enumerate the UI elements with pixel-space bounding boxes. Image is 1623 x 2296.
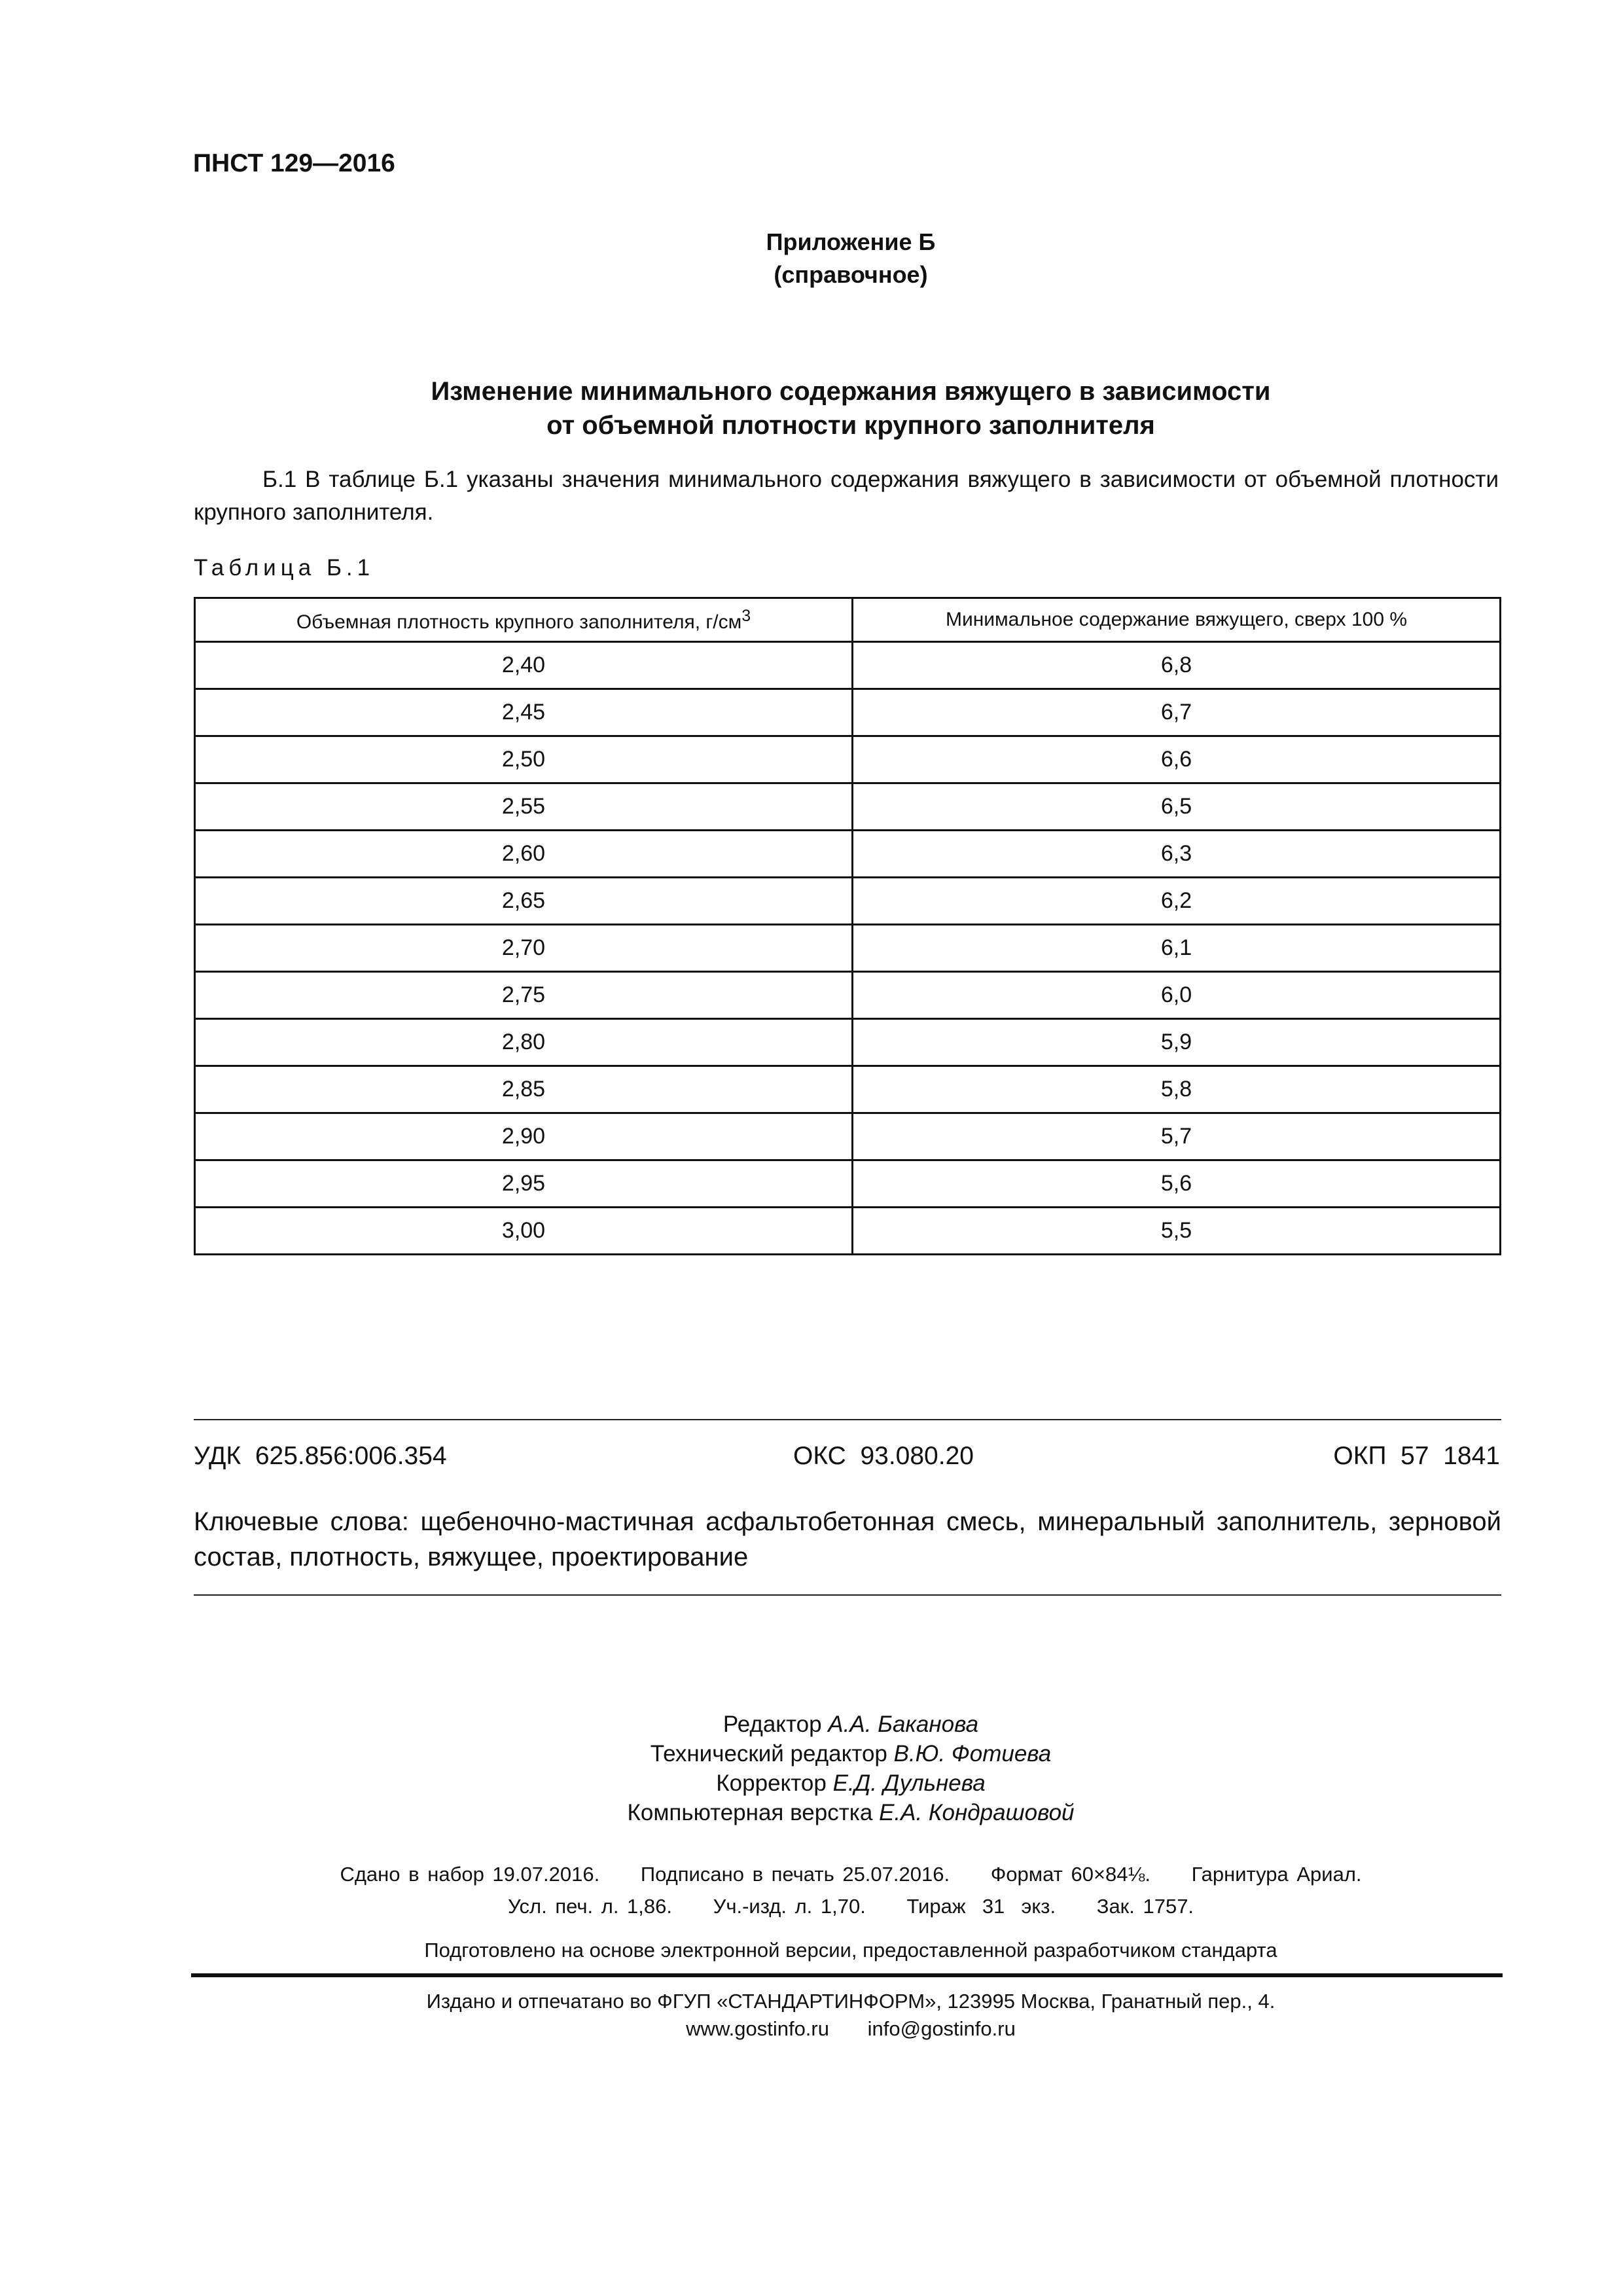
table-row xyxy=(195,642,1501,689)
table-row xyxy=(195,831,1501,878)
section-title-line1: Изменение минимального содержания вяжущего в зависимости xyxy=(431,377,1271,406)
publisher-contacts xyxy=(262,2017,1440,2041)
publisher-info: Издано и отпечатано во ФГУП «СТАНДАРТИНФОРМ», 123995 Москва, Гранатный пер., 4. xyxy=(426,1990,1275,2013)
document-id: ПНСТ 129—2016 xyxy=(193,149,395,177)
binder-cell: 6,3 xyxy=(853,831,1501,878)
imprint-line2 xyxy=(262,1895,1440,1918)
table-caption: Таблица Б.1 xyxy=(194,555,375,581)
column-header-density xyxy=(195,598,853,642)
table-row xyxy=(195,1208,1501,1255)
credit-name: А.А. Баканова xyxy=(828,1712,979,1737)
table-row xyxy=(195,925,1501,972)
keywords: Ключевые слова: щебеночно-мастичная асфальтобетонная смесь, минеральный заполнитель, зерновой состав, плотность, вяжущее, проектирование xyxy=(194,1507,1501,1571)
table-row xyxy=(195,689,1501,736)
imprint-typeset-date: Сдано в набор 19.07.2016. xyxy=(340,1863,600,1886)
okp-code: ОКП 57 1841 xyxy=(1333,1442,1500,1470)
column-header-binder: Минимальное содержание вяжущего, сверх 100 % xyxy=(853,598,1501,642)
density-cell: 2,70 xyxy=(195,925,853,972)
divider-top xyxy=(194,1419,1501,1420)
oks-code: ОКС 93.080.20 xyxy=(793,1442,974,1470)
density-cell: 3,00 xyxy=(195,1208,853,1255)
table-row xyxy=(195,1066,1501,1113)
divider-bottom xyxy=(194,1594,1501,1596)
prepared-note: Подготовлено на основе электронной версии, предоставленной разработчиком стандарта xyxy=(424,1939,1277,1962)
imprint-circulation: Тираж 31 экз. xyxy=(906,1895,1056,1918)
credit-name: Е.Д. Дульнева xyxy=(832,1770,986,1796)
credit-role: Корректор xyxy=(716,1770,827,1796)
credit-corrector xyxy=(458,1768,1243,1798)
binder-cell: 6,5 xyxy=(853,783,1501,831)
density-cell: 2,90 xyxy=(195,1113,853,1160)
density-cell: 2,55 xyxy=(195,783,853,831)
credit-tech-editor xyxy=(458,1739,1243,1768)
binder-cell: 6,1 xyxy=(853,925,1501,972)
density-cell: 2,95 xyxy=(195,1160,853,1208)
credit-layout xyxy=(458,1798,1243,1827)
intro-paragraph: Б.1 В таблице Б.1 указаны значения минимального содержания вяжущего в зависимости от объемной плотности крупного заполнителя. xyxy=(194,467,1499,525)
credit-role: Технический редактор xyxy=(650,1741,887,1767)
binder-cell: 5,6 xyxy=(853,1160,1501,1208)
binder-cell: 6,8 xyxy=(853,642,1501,689)
section-title xyxy=(262,374,1440,442)
credit-role: Компьютерная верстка xyxy=(627,1800,873,1825)
binder-cell: 6,6 xyxy=(853,736,1501,783)
binder-cell: 5,7 xyxy=(853,1113,1501,1160)
density-cell: 2,80 xyxy=(195,1019,853,1066)
table-row xyxy=(195,1019,1501,1066)
binder-cell: 5,5 xyxy=(853,1208,1501,1255)
binder-cell: 6,0 xyxy=(853,972,1501,1019)
credit-name: В.Ю. Фотиева xyxy=(893,1741,1052,1767)
binder-cell: 5,8 xyxy=(853,1066,1501,1113)
table-row xyxy=(195,1160,1501,1208)
density-cell: 2,75 xyxy=(195,972,853,1019)
divider-thick xyxy=(191,1973,1503,1977)
appendix-heading xyxy=(654,226,1047,291)
table-row xyxy=(195,783,1501,831)
udk-code: УДК 625.856:006.354 xyxy=(194,1442,447,1470)
density-cell: 2,45 xyxy=(195,689,853,736)
imprint-signed-date: Подписано в печать 25.07.2016. xyxy=(640,1863,950,1886)
appendix-type: (справочное) xyxy=(774,261,928,288)
imprint-order: Зак. 1757. xyxy=(1096,1895,1194,1918)
density-cell: 2,40 xyxy=(195,642,853,689)
density-cell: 2,65 xyxy=(195,878,853,925)
density-cell: 2,85 xyxy=(195,1066,853,1113)
density-cell: 2,50 xyxy=(195,736,853,783)
binder-cell: 6,2 xyxy=(853,878,1501,925)
column-header-density-label: Объемная плотность крупного заполнителя, г/см xyxy=(296,611,742,633)
unit-superscript: 3 xyxy=(741,606,751,625)
imprint-format: Формат 60×84⅛. xyxy=(990,1863,1150,1886)
table-row xyxy=(195,736,1501,783)
table-body xyxy=(195,642,1501,1255)
table-row xyxy=(195,972,1501,1019)
credit-name: Е.А. Кондрашовой xyxy=(879,1800,1075,1825)
density-binder-table xyxy=(194,597,1501,1255)
email-link[interactable]: info@gostinfo.ru xyxy=(867,2017,1016,2040)
appendix-title: Приложение Б xyxy=(766,228,936,255)
credits-block xyxy=(458,1710,1243,1827)
binder-cell: 5,9 xyxy=(853,1019,1501,1066)
imprint-line1 xyxy=(262,1863,1440,1886)
binder-cell: 6,7 xyxy=(853,689,1501,736)
density-cell: 2,60 xyxy=(195,831,853,878)
credit-editor xyxy=(458,1710,1243,1739)
table-row xyxy=(195,878,1501,925)
imprint-edit-sheets: Уч.-изд. л. 1,70. xyxy=(713,1895,866,1918)
imprint-print-sheets: Усл. печ. л. 1,86. xyxy=(507,1895,673,1918)
credit-role: Редактор xyxy=(722,1712,822,1737)
imprint-font: Гарнитура Ариал. xyxy=(1191,1863,1362,1886)
table-row xyxy=(195,1113,1501,1160)
section-title-line2: от объемной плотности крупного заполнителя xyxy=(546,411,1155,440)
table-header-row xyxy=(195,598,1501,642)
website-link[interactable]: www.gostinfo.ru xyxy=(686,2017,829,2040)
